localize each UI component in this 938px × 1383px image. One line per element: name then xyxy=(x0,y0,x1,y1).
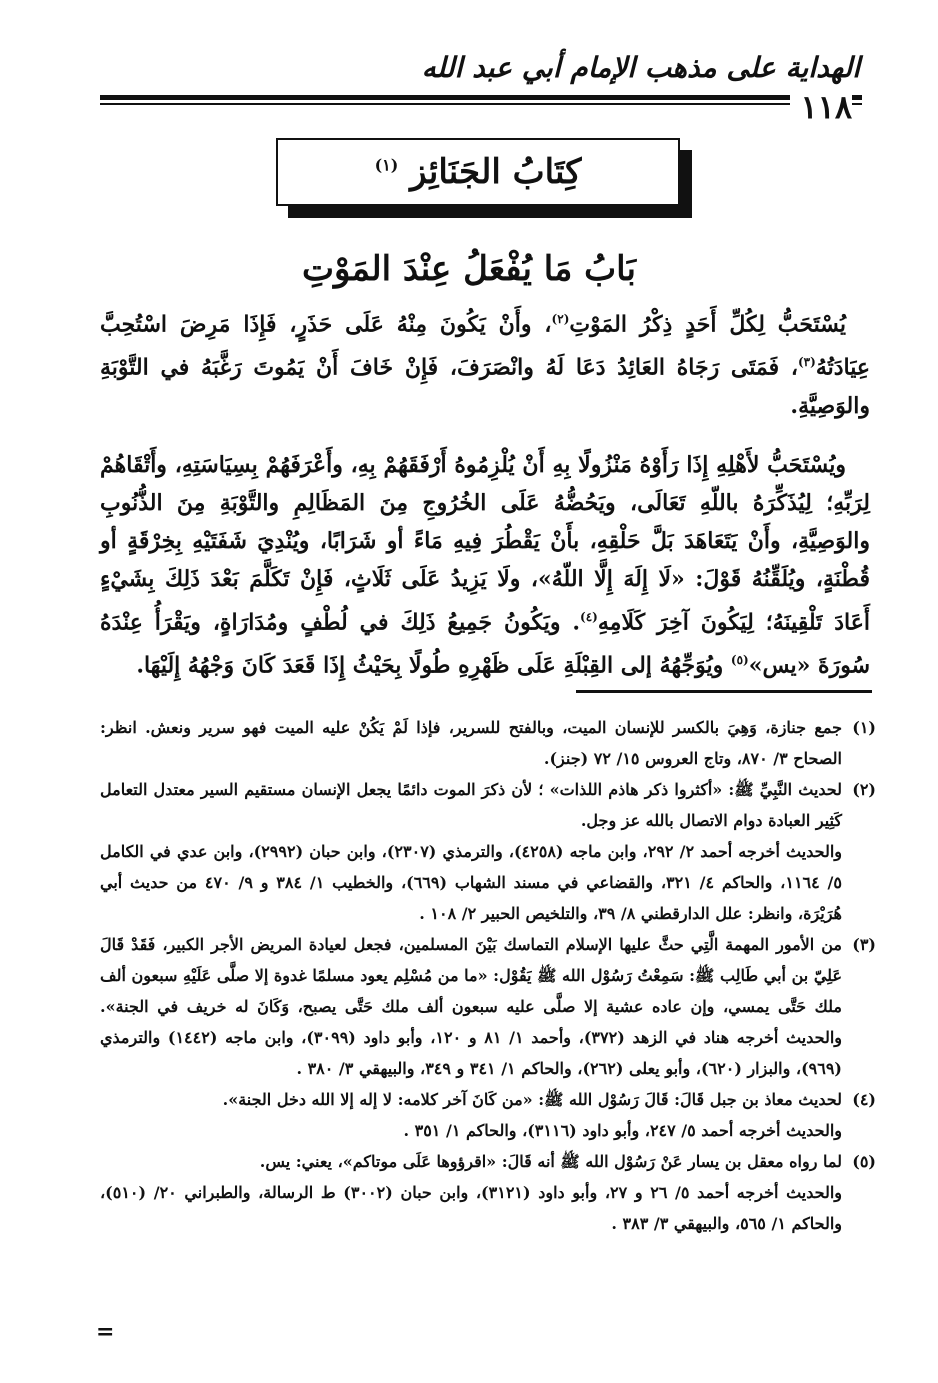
book-title xyxy=(375,152,582,192)
book-title-text: كِتَابُ الجَنَائِز xyxy=(410,152,582,192)
book-title-box xyxy=(276,138,680,206)
footnote-number: (٣) xyxy=(852,935,876,954)
running-title: الهداية على مذهب الإمام أبي عبد الله xyxy=(421,51,860,84)
page-number: ١١٨ xyxy=(790,90,852,124)
footnote-5 xyxy=(100,1146,876,1239)
p2-text-2: . ويَكُونُ جَمِيعُ ذَلِكَ في لُطْفٍ ومُدَارَاةٍ، ويَقْرَأُ عِنْدَهُ سُورَةَ «يس» xyxy=(100,609,870,679)
p1-text-3: ، فَمَتَى رَجَاهُ العَائِدُ دَعَا لَهُ وانْصَرَفَ، فَإِنْ خَافَ أَنْ يَمُوتَ رَغَّبَهُ في التَّوْبَةِ والوَصِيَّةِ. xyxy=(100,354,870,419)
footnote-text: والحديث أخرجه أحمد ٥/ ٢٤٧، وأبو داود (٣١١٦)، والحاكم ١/ ٣٥١ . xyxy=(403,1121,842,1140)
footnote-number: (٤) xyxy=(852,1090,876,1109)
footnote-number: (٥) xyxy=(852,1152,876,1171)
footnote-ref-5: (٥) xyxy=(730,653,749,668)
footnote-text: جمع جنازة، وَهِيَ بالكسر للإنسان الميت، وبالفتح للسرير، فإذا لَمْ يَكُنْ عليه الميت فهو سرير ونعش. انظر: الصحاح ٣/ ٨٧٠، وتاج العروس ١٥/ ٧٢ (جنز). xyxy=(100,718,842,768)
footnote-4 xyxy=(100,1084,876,1146)
p1-text-1: يُسْتَحَبُّ لِكُلِّ أَحَدٍ ذِكْرُ المَوْتِ xyxy=(569,311,846,338)
footnote-text: والحديث أخرجه أحمد ٥/ ٢٦ و ٢٧، وأبو داود (٣١٢١)، وابن حبان (٣٠٠٢) ط الرسالة، والطبراني ٢٠/ (٥١٠)، والحاكم ١/ ٥٦٥، والبيهقي ٣/ ٣٨٣ . xyxy=(100,1183,842,1233)
p1-text-2: ، وأَنْ يَكُونَ مِنْهُ عَلَى حَذَرٍ، فَإِذَا مَرِضَ اسْتُحِبَّ عِيَادَتُهُ xyxy=(100,311,870,381)
footnote-number: (١) xyxy=(852,718,876,737)
body-paragraph-2 xyxy=(100,446,870,685)
footnote-text: لما رواه معقل بن يسار عَنْ رَسُوْل الله ﷺ أنه قَالَ: «اقرؤوها عَلَى موتاكم»، يعني: يس. xyxy=(259,1152,842,1171)
footnote-1 xyxy=(100,712,876,774)
footnote-2 xyxy=(100,774,876,929)
chapter-title: بَابُ مَا يُفْعَلُ عِنْدَ المَوْتِ xyxy=(302,249,636,289)
footnote-ref-3: (٣) xyxy=(797,355,816,370)
footnote-number: (٢) xyxy=(852,780,876,799)
p2-text-3: ويُوَجِّهُهُ إلى القِبْلَةِ عَلَى ظَهْرِهِ طُولًا بِحَيْثُ إِذَا قَعَدَ كَانَ وَجْهُهُ إِلَيْهَا. xyxy=(136,652,731,679)
footnote-ref-4: (٤) xyxy=(580,610,598,624)
footnote-text: لحديث النَّبِيِّ ﷺ: «أكثروا ذكر هاذم اللذات» ؛ لأن ذكرَ الموت دائمًا يجعل الإنسان مستقيم السير معتدل التعامل كَثِير العبادة دوام الاتصال بالله عز وجل. xyxy=(100,780,842,830)
header-rule-thick xyxy=(100,95,862,100)
footnote-ref-2: (٢) xyxy=(551,312,570,326)
footnote-text: لحديث معاذ بن جبل قَالَ: قَالَ رَسُوْل الله ﷺ: «من كَانَ آخر كلامه: لا إله إلا الله دخل الجنة». xyxy=(222,1090,842,1109)
p2-text-1: ويُسْتَحَبُّ لأَهْلِهِ إِذَا رَأَوْهُ مَنْزُولًا بِهِ أَنْ يُلْزِمُوهُ أَرْفَقَهُمْ بِهِ، وأَعْرَفَهُمْ بِسِيَاسَتِهِ، وأَتْقَاهُمْ لِرَبِّهِ؛ لِيُذَكِّرَهُ باللّهِ تَعَالَى، ويَحُضُّهُ عَلَى الخُرُوجِ مِنَ المَظَالِمِ والتَّوْبَةِ مِنَ الذُّنُوبِ والوَصِيَّةِ، وأَنْ يَتَعَاهَدَ بَلَّ حَلْقِهِ، بأَنْ يَقْطُرَ فِيهِ مَاءً أو شَرَابًا، ويُنْدِيَ شَفَتَيْهِ بِخِرْقَةٍ أو قُطْنَةٍ، ويُلَقِّنُهُ قَوْلَ: «لَا إِلَهَ إِلَّا اللّهُ»، ولَا يَزِيدُ عَلَى ثَلَاثٍ، فَإِنْ تَكَلَّمَ بَعْدَ ذَلِكَ بِشَيْءٍ أَعَادَ تَلْقِينَهُ؛ لِيَكُونَ آخِرَ كَلَامِهِ xyxy=(100,452,870,636)
header-rule-thin xyxy=(100,103,862,105)
footnote-ref-1: (١) xyxy=(374,155,399,175)
footnotes xyxy=(100,712,876,1239)
footnote-separator xyxy=(576,690,872,693)
footnote-3 xyxy=(100,929,876,1084)
footnote-text: من الأمور المهمة الَّتِي حثَّ عليها الإسلام التماسك بَيْنَ المسلمين، فجعل لعيادة المريض الأجر الكبير، فَقَدْ قَالَ عَلِيّ بن أبي طَالِب ﷺ: سَمِعْتُ رَسُوْل الله ﷺ يَقُوْل: «ما من مُسْلِم يعود مسلمًا غدوة إلا صلَّى عَلَيْهِ سبعون ألف ملك حَتَّى يمسي، وإن عاده عشية إلا صلَّى عليه سبعون ألف ملك حَتَّى يصبح، وَكَانَ له خريف في الجنة». والحديث أخرجه هناد في الزهد (٣٧٢)، وأحمد ١/ ٨١ و ١٢٠، وأبو داود (٣٠٩٩)، وابن ماجه (١٤٤٢) والترمذي (٩٦٩)، والبزار (٦٢٠)، وأبو يعلى (٢٦٢)، والحاكم ١/ ٣٤١ و ٣٤٩، والبيهقي ٣/ ٣٨٠ . xyxy=(100,935,843,1078)
continuation-mark: = xyxy=(96,1319,115,1345)
body-paragraph-1 xyxy=(100,300,870,425)
footnote-text: والحديث أخرجه أحمد ٢/ ٢٩٢، وابن ماجه (٤٢٥٨)، والترمذي (٢٣٠٧)، وابن حبان (٢٩٩٢)، وابن عدي في الكامل ٥/ ١١٦٤، والحاكم ٤/ ٣٢١، والقضاعي في مسند الشهاب (٦٦٩)، والخطيب ١/ ٣٨٤ و ٩/ ٤٧٠ من حديث أبي هُرَيْرَة، وانظر: علل الدارقطني ٨/ ٣٩، والتلخيص الحبير ٢/ ١٠٨ . xyxy=(100,842,842,923)
